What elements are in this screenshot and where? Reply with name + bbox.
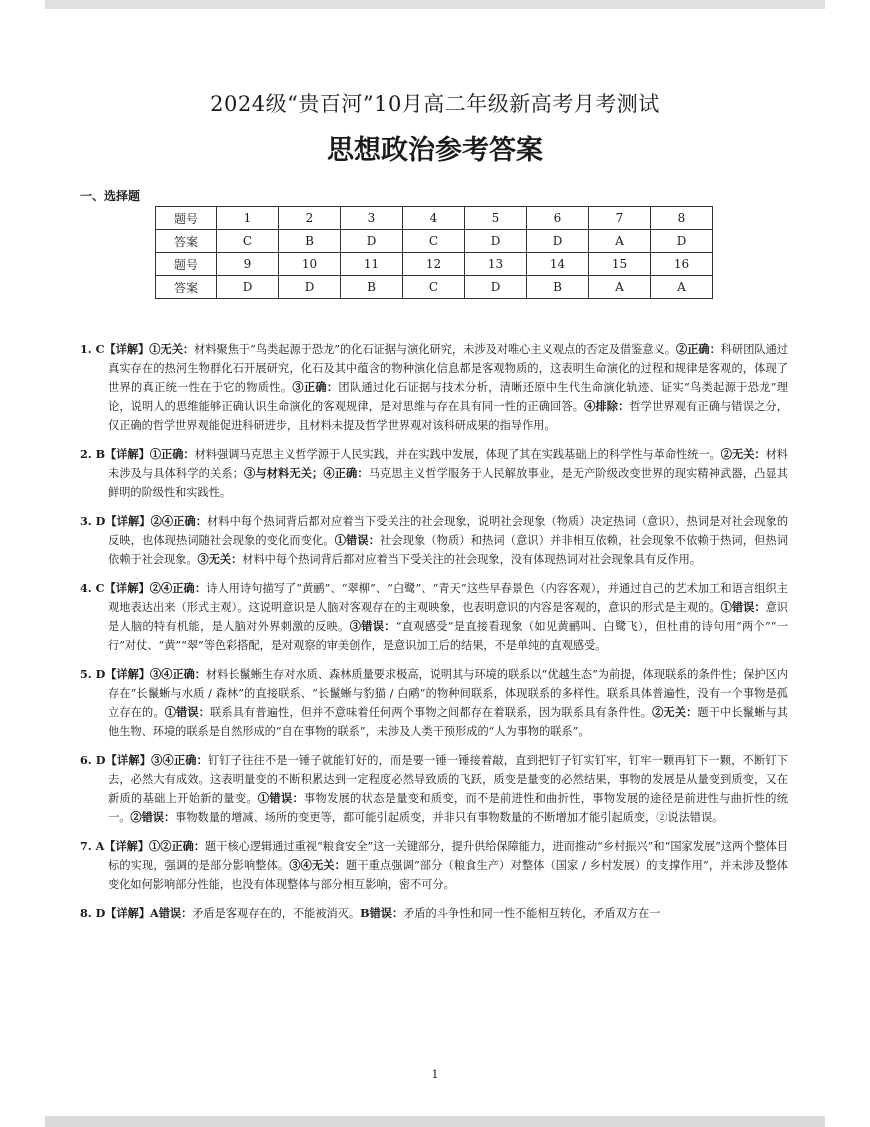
explanation-text: 矛盾是客观存在的，不能被消灭。 xyxy=(192,907,361,920)
answer-explanation-1 xyxy=(80,340,788,435)
table-cell: D xyxy=(217,276,279,299)
table-row xyxy=(156,253,713,276)
table-cell: 6 xyxy=(527,207,589,230)
explanation-label: ①错误： xyxy=(334,533,381,547)
table-cell: C xyxy=(403,230,465,253)
table-row-header: 题号 xyxy=(156,253,217,276)
explanation-label: ③④无关： xyxy=(289,858,346,872)
table-cell: A xyxy=(589,230,651,253)
table-cell: 2 xyxy=(279,207,341,230)
table-cell: D xyxy=(465,276,527,299)
explanation-label: 3. D【详解】②④正确： xyxy=(80,514,208,528)
explanation-text: 材料强调马克思主义哲学源于人民实践，并在实践中发展，体现了其在实践基础上的科学性与革命性统一。 xyxy=(194,448,721,461)
table-row xyxy=(156,276,713,299)
table-row xyxy=(156,207,713,230)
explanation-label: ②错误： xyxy=(130,810,176,824)
explanation-text: 事物数量的增减、场所的变更等，都可能引起质变，并非只有事物数量的不断增加才能引起质变，②说法错误。 xyxy=(175,811,724,824)
explanation-label: ④排除： xyxy=(584,399,630,413)
table-cell: 11 xyxy=(341,253,403,276)
explanation-label: 4. C【详解】②④正确： xyxy=(80,581,207,595)
answer-explanation-6 xyxy=(80,751,788,827)
explanation-text: 材料中每个热词背后都对应着当下受关注的社会现象，说明社会现象（物质）决定热词（意识），热词是对社会现象的反映，也体现热词随社会现象的变化而变化。 xyxy=(108,515,789,547)
explanation-text: 马克思主义哲学服务于人民解放事业，是无产阶级改变世界的现实精神武器，凸显其鲜明的阶级性和实践性。 xyxy=(108,467,788,499)
table-cell: 15 xyxy=(589,253,651,276)
table-cell: 7 xyxy=(589,207,651,230)
answer-explanation-3 xyxy=(80,512,788,569)
explanation-label: 5. D【详解】③④正确： xyxy=(80,667,206,681)
table-row-header: 题号 xyxy=(156,207,217,230)
explanation-text: 材料长鬣蜥生存对水质、森林质量要求极高，说明其与环境的联系以“优越生态”为前提，体现联系的条件性；保护区内存在“长鬣蜥与水质 / 森林”的直接联系、“长鬣蜥与豹猫 / 白鹇”的物种间联系，体现联系的多样性。联系具体普遍性，没有一个事物是孤立存在的。 xyxy=(108,668,788,719)
document-subtitle: 思想政治参考答案 xyxy=(327,135,543,166)
table-cell: 13 xyxy=(465,253,527,276)
explanation-label: ②正确： xyxy=(675,342,721,356)
explanation-text: 诗人用诗句描写了“黄鹂”、“翠柳”、“白鹭”、“青天”这些早春景色（内容客观），并通过自己的艺术加工和语言组织主观地表达出来（形式主观）。这说明意识是人脑对客观存在的主观映象，也表明意识的内容是客观的，意识的形式是主观的。 xyxy=(108,582,788,614)
table-cell: 8 xyxy=(651,207,713,230)
table-cell: 4 xyxy=(403,207,465,230)
explanation-label: 7. A【详解】①②正确： xyxy=(80,839,206,853)
explanation-label: 1. C【详解】①无关： xyxy=(80,342,195,356)
explanation-label: 8. D【详解】A错误： xyxy=(80,906,193,920)
explanation-label: B错误： xyxy=(360,906,404,920)
table-cell: C xyxy=(217,230,279,253)
answer-explanation-5 xyxy=(80,665,788,741)
answer-explanation-8 xyxy=(80,904,788,923)
answer-explanation-2 xyxy=(80,445,788,502)
explanation-text: “直观感受”是直接看现象（如见黄鹂叫、白鹭飞），但杜甫的诗句用“两个”“一行”对仗、“黄”“翠”等色彩搭配，是对观察的审美创作，是意识加工后的结果，不是单纯的直观感受。 xyxy=(108,620,788,652)
table-cell: D xyxy=(279,276,341,299)
explanation-label: ①错误： xyxy=(164,705,211,719)
answer-explanation-4 xyxy=(80,579,788,655)
table-cell: 1 xyxy=(217,207,279,230)
table-row-header: 答案 xyxy=(156,276,217,299)
answer-table xyxy=(155,206,713,299)
table-row xyxy=(156,230,713,253)
table-cell: 10 xyxy=(279,253,341,276)
table-cell: D xyxy=(341,230,403,253)
table-cell: D xyxy=(651,230,713,253)
explanation-label: 2. B【详解】①正确： xyxy=(80,447,195,461)
explanation-text: 材料中每个热词背后都对应着当下受关注的社会现象，没有体现热词对社会现象具有反作用。 xyxy=(242,553,701,566)
explanation-label: ②无关： xyxy=(652,705,698,719)
explanation-label: 6. D【详解】③④正确： xyxy=(80,753,209,767)
table-cell: D xyxy=(527,230,589,253)
table-cell: B xyxy=(341,276,403,299)
table-cell: 16 xyxy=(651,253,713,276)
explanation-label: ③无关： xyxy=(197,552,243,566)
table-cell: A xyxy=(589,276,651,299)
document-title: 2024级“贵百河”10月高二年级新高考月考测试 xyxy=(210,92,660,116)
explanation-text: 材料聚焦于“鸟类起源于恐龙”的化石证据与演化研究，未涉及对唯心主义观点的否定及借鉴意义。 xyxy=(194,343,676,356)
explanation-text: 矛盾的斗争性和同一性不能相互转化，矛盾双方在一 xyxy=(403,907,661,920)
explanation-text: 科研团队通过真实存在的热河生物群化石开展研究，化石及其中蕴含的物种演化信息都是客观物质的，这表明生命演化的过程和规律是客观的，体现了世界的真正统一性在于它的物质性。 xyxy=(108,343,788,394)
table-cell: D xyxy=(465,230,527,253)
explanation-label: ①错误： xyxy=(720,600,766,614)
explanation-text: 材料未涉及与具体科学的关系； xyxy=(108,448,788,480)
page-bottom-edge xyxy=(45,1116,825,1127)
explanation-text: 意识是人脑的特有机能，是人脑对外界刺激的反映。 xyxy=(108,601,788,633)
explanation-label: ③与材料无关；④正确： xyxy=(243,466,369,480)
explanations xyxy=(80,340,788,933)
table-cell: 9 xyxy=(217,253,279,276)
table-cell: 3 xyxy=(341,207,403,230)
explanation-label: ③正确： xyxy=(292,380,339,394)
page-number: 1 xyxy=(431,1068,439,1081)
page-top-edge xyxy=(45,0,825,9)
answer-explanation-7 xyxy=(80,837,788,894)
table-cell: B xyxy=(527,276,589,299)
explanation-text: 事物发展的状态是量变和质变，而不是前进性和曲折性，事物发展的途径是前进性与曲折性的统一。 xyxy=(108,792,788,824)
table-row-header: 答案 xyxy=(156,230,217,253)
explanation-text: 钉钉子往往不是一锤子就能钉好的，而是要一锤一锤接着敲，直到把钉子钉实钉牢，钉牢一颗再钉下一颗，不断钉下去，必然大有成效。这表明量变的不断积累达到一定程度必然导致质的飞跃，质变是量变的必然结果，事物的发展是从量变到质变，又在新质的基础上开始新的量变。 xyxy=(108,754,788,805)
table-cell: 5 xyxy=(465,207,527,230)
table-cell: 12 xyxy=(403,253,465,276)
table-cell: C xyxy=(403,276,465,299)
explanation-label: ②无关： xyxy=(720,447,766,461)
explanation-text: 团队通过化石证据与技术分析，清晰还原中生代生命演化轨迹、证实“鸟类起源于恐龙”理论，说明人的思维能够正确认识生命演化的客观规律，是对思维与存在具有同一性的正确回答。 xyxy=(108,381,788,413)
section-heading: 一、选择题 xyxy=(80,189,141,203)
explanation-text: 联系具有普遍性，但并不意味着任何两个事物之间都存在着联系，因为联系具有条件性。 xyxy=(210,706,653,719)
explanation-text: 哲学世界观有正确与错误之分，仅正确的哲学世界观能促进科研进步，且材料未提及哲学世界观对该科研成果的指导作用。 xyxy=(108,400,788,432)
table-cell: 14 xyxy=(527,253,589,276)
explanation-text: 题干核心逻辑通过重视“粮食安全”这一关键部分，提升供给保障能力，进而推动“乡村振兴”和“国家发展”这两个整体目标的实现，强调的是部分影响整体。 xyxy=(108,840,788,872)
explanation-text: 社会现象（物质）和热词（意识）并非相互依赖，社会现象不依赖于热词，但热词依赖于社会现象。 xyxy=(108,534,788,566)
table-cell: A xyxy=(651,276,713,299)
explanation-text: 题干重点强调“部分（粮食生产）对整体（国家 / 乡村发展）的支撑作用”，并未涉及整体变化如何影响部分性能，也没有体现整体与部分相互影响，密不可分。 xyxy=(108,859,788,891)
explanation-label: ①错误： xyxy=(257,791,305,805)
explanation-text: 题干中长鬣蜥与其他生物、环境的联系是自然形成的“自在事物的联系”，未涉及人类干预形成的“人为事物的联系”。 xyxy=(108,706,788,738)
table-cell: B xyxy=(279,230,341,253)
explanation-label: ③错误： xyxy=(349,619,396,633)
